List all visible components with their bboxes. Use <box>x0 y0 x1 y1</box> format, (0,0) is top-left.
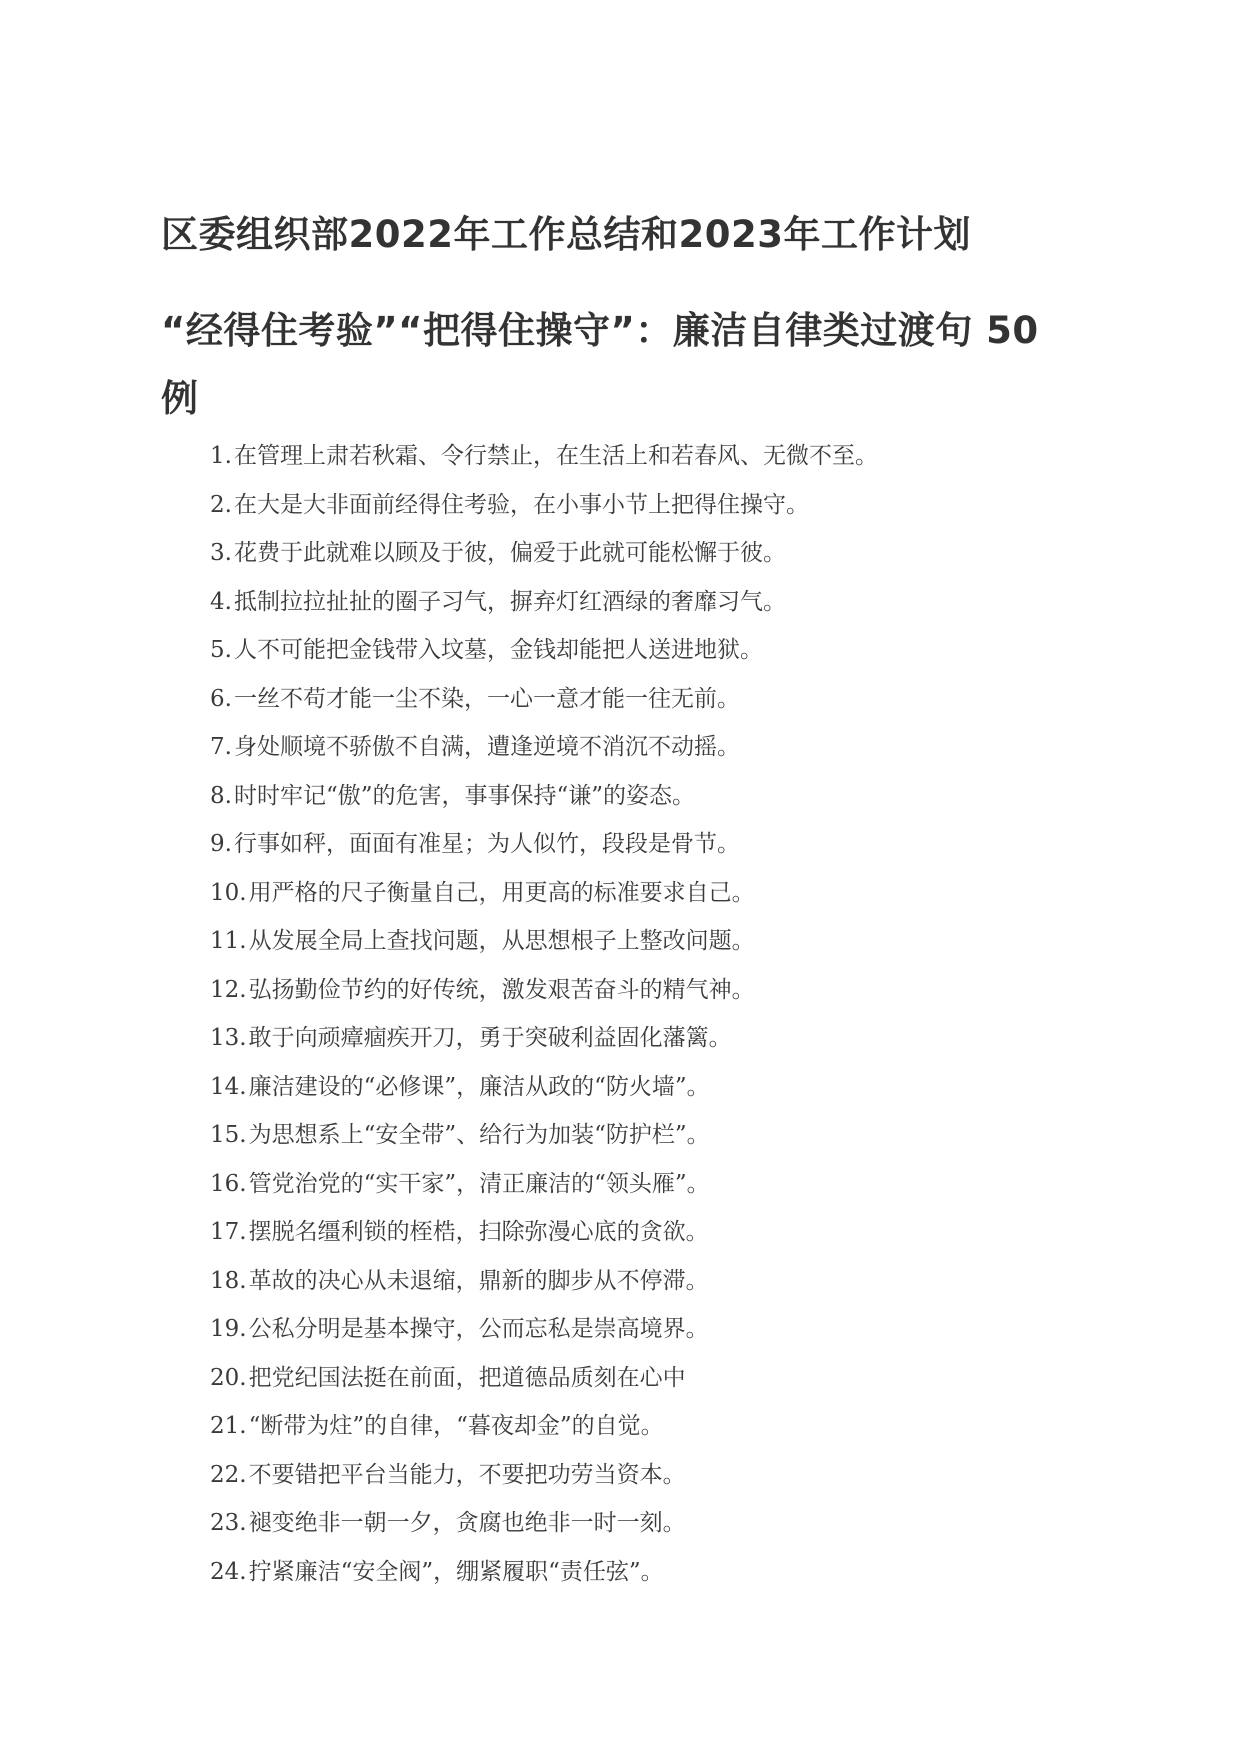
item-text: 拧紧廉洁“安全阀”，绷紧履职“责任弦”。 <box>248 1558 664 1585</box>
list-item <box>210 1305 878 1354</box>
item-text: 摆脱名缰利锁的桎梏，扫除弥漫心底的贪欲。 <box>248 1219 709 1245</box>
item-text: 革故的决心从未退缩，鼎新的脚步从不停滞。 <box>248 1267 709 1294</box>
list-item <box>210 675 878 724</box>
list-item <box>210 1111 878 1160</box>
item-number: 21. <box>210 1413 247 1439</box>
list-item <box>210 481 878 530</box>
list-item <box>210 1160 878 1209</box>
item-number: 6. <box>210 685 232 712</box>
list-item <box>210 1208 878 1257</box>
item-text: “断带为炷”的自律，“暮夜却金”的自觉。 <box>248 1413 664 1439</box>
document-subtitle: “经得住考验”“把得住操守”：廉洁自律类过渡句 50 <box>161 309 1039 352</box>
list-item <box>210 1014 878 1063</box>
item-text: 不要错把平台当能力，不要把功劳当资本。 <box>248 1461 686 1488</box>
list-item <box>210 529 878 578</box>
item-text: 廉洁建设的“必修课”，廉洁从政的“防火墙”。 <box>248 1073 710 1100</box>
list-item <box>210 772 878 821</box>
item-number: 9. <box>210 831 232 857</box>
item-number: 15. <box>210 1122 247 1148</box>
item-number: 23. <box>210 1510 247 1536</box>
item-number: 13. <box>210 1025 247 1051</box>
item-number: 2. <box>210 491 232 518</box>
item-number: 11. <box>210 928 247 954</box>
item-text: 时时牢记“傲”的危害，事事保持“谦”的姿态。 <box>233 782 695 809</box>
item-text: 行事如秤，面面有准星；为人似竹，段段是骨节。 <box>233 831 740 857</box>
item-number: 20. <box>210 1364 247 1391</box>
item-number: 5. <box>210 637 232 663</box>
item-text: 抵制拉拉扯扯的圈子习气，摒弃灯红酒绿的奢靡习气。 <box>233 588 786 615</box>
list-item <box>210 1499 878 1548</box>
list-item <box>210 1257 878 1306</box>
list-item <box>210 723 878 772</box>
list-item <box>210 820 878 869</box>
list-item <box>210 869 878 918</box>
item-number: 16. <box>210 1170 247 1197</box>
list-item <box>210 1548 878 1597</box>
item-text: 人不可能把金钱带入坟墓，金钱却能把人送进地狱。 <box>233 637 763 663</box>
item-number: 14. <box>210 1073 247 1100</box>
transition-sentence-list <box>210 432 878 1596</box>
list-item <box>210 966 878 1015</box>
item-text: 管党治党的“实干家”，清正廉洁的“领头雁”。 <box>248 1170 710 1197</box>
item-number: 12. <box>210 976 247 1003</box>
item-text: 公私分明是基本操守，公而忘私是崇高境界。 <box>248 1316 709 1342</box>
item-number: 10. <box>210 879 247 906</box>
list-item <box>210 578 878 627</box>
list-item <box>210 626 878 675</box>
item-text: 从发展全局上查找问题，从思想根子上整改问题。 <box>248 928 755 954</box>
item-number: 22. <box>210 1461 247 1488</box>
item-number: 17. <box>210 1219 247 1245</box>
item-text: 褪变绝非一朝一夕，贪腐也绝非一时一刻。 <box>248 1510 686 1536</box>
list-item <box>210 917 878 966</box>
item-text: 用严格的尺子衡量自己，用更高的标准要求自己。 <box>248 879 755 906</box>
item-number: 4. <box>210 588 232 615</box>
item-text: 花费于此就难以顾及于彼，偏爱于此就可能松懈于彼。 <box>233 540 786 566</box>
list-item <box>210 1354 878 1403</box>
item-text: 弘扬勤俭节约的好传统，激发艰苦奋斗的精气神。 <box>248 976 755 1003</box>
item-text: 身处顺境不骄傲不自满，遭逢逆境不消沉不动摇。 <box>233 734 740 760</box>
document-title: 区委组织部2022年工作总结和2023年工作计划 <box>161 213 971 256</box>
item-text: 敢于向顽瘴痼疾开刀，勇于突破利益固化藩篱。 <box>248 1025 732 1051</box>
list-item <box>210 1402 878 1451</box>
list-item <box>210 432 878 481</box>
item-text: 把党纪国法挺在前面，把道德品质刻在心中 <box>248 1364 686 1391</box>
document-subtitle-continued: 例 <box>161 377 199 420</box>
item-number: 3. <box>210 540 232 566</box>
item-text: 为思想系上“安全带”、给行为加装“防护栏”。 <box>248 1122 710 1148</box>
list-item <box>210 1063 878 1112</box>
item-number: 7. <box>210 734 232 760</box>
list-item <box>210 1451 878 1500</box>
item-text: 在大是大非面前经得住考验，在小事小节上把得住操守。 <box>233 491 809 518</box>
item-number: 1. <box>210 443 232 469</box>
item-number: 18. <box>210 1267 247 1294</box>
item-text: 在管理上肃若秋霜、令行禁止，在生活上和若春风、无微不至。 <box>233 443 878 469</box>
item-number: 24. <box>210 1558 247 1585</box>
item-text: 一丝不苟才能一尘不染，一心一意才能一往无前。 <box>233 685 740 712</box>
item-number: 8. <box>210 782 232 809</box>
item-number: 19. <box>210 1316 247 1342</box>
